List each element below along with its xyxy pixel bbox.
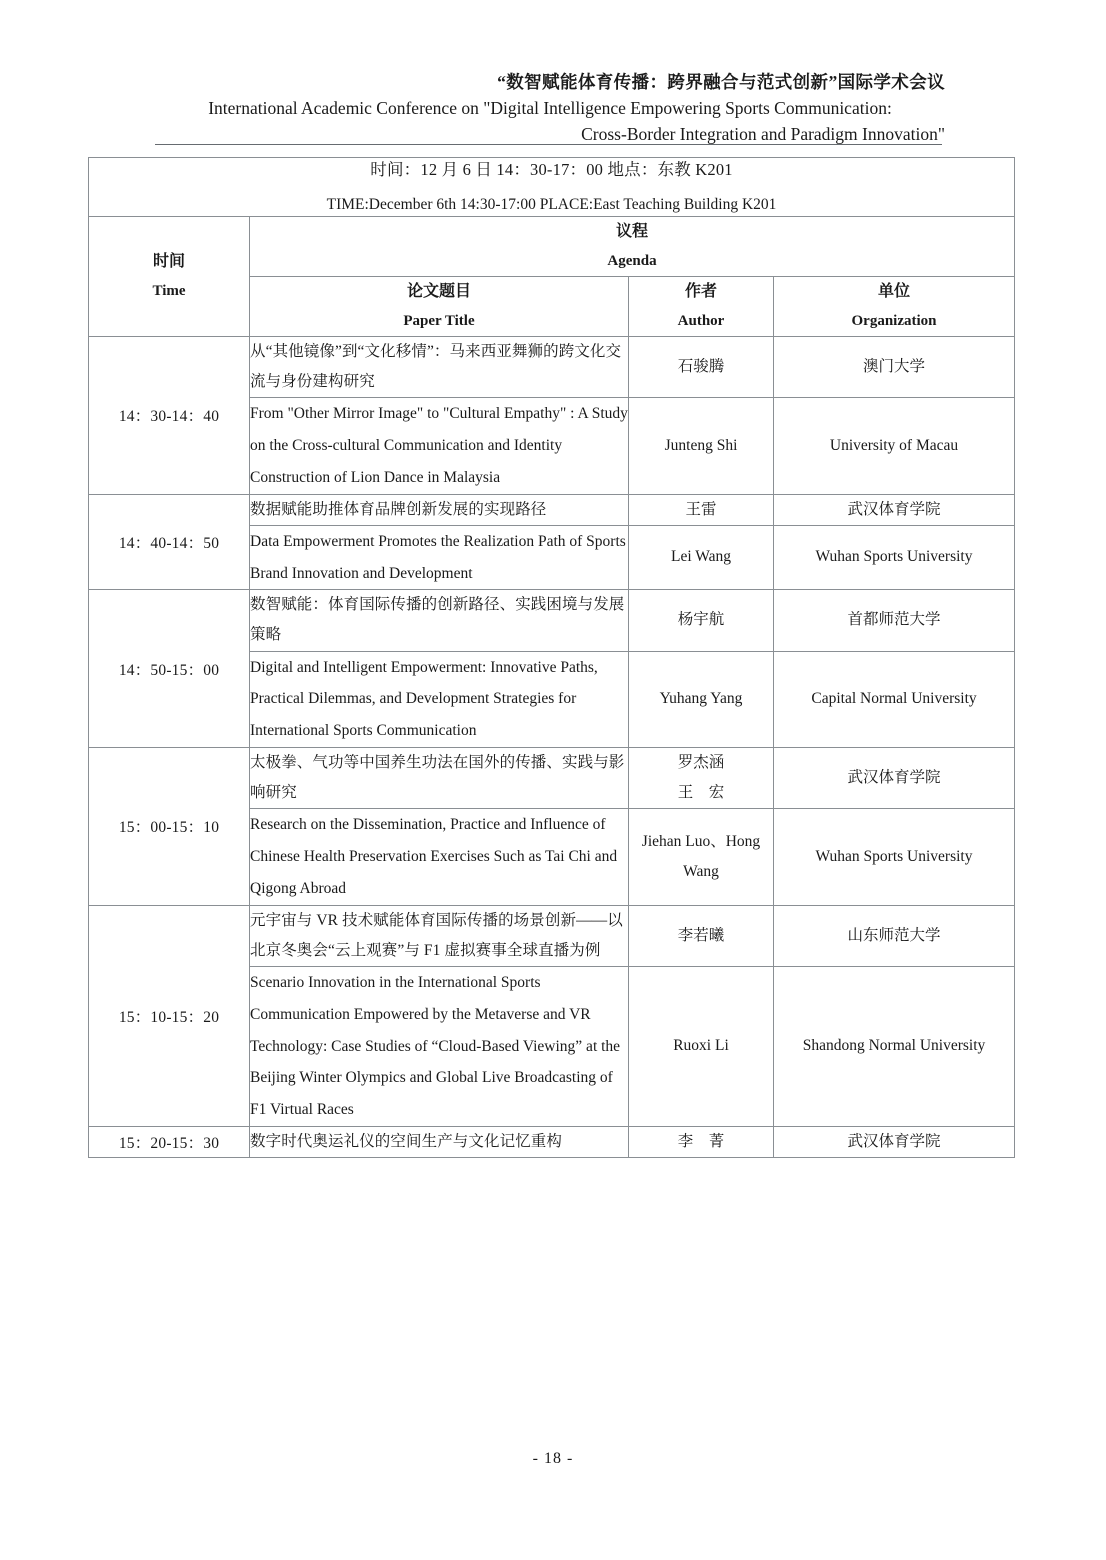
conference-title-english-line1: International Academic Conference on "Digital Intelligence Empowering Sports Communication: [208,98,892,119]
document-header [155,70,945,147]
session-time-slot: 15：10-15：20 [89,905,250,1126]
session-time-place-english: TIME:December 6th 14:30-17:00 PLACE:East Teaching Building K201 [326,195,777,213]
header-divider-rule [155,144,942,145]
column-header-paper-title-en: Paper Title [403,313,475,330]
session-time-slot: 15：00-15：10 [89,748,250,906]
author-english: Yuhang Yang [629,651,774,747]
organization-english: Wuhan Sports University [774,809,1015,905]
column-header-agenda-en: Agenda [607,253,657,270]
table-row [89,1127,1015,1158]
paper-title-english: Research on the Dissemination, Practice and Influence of Chinese Health Preservation Exercises Such as Tai Chi and Qigong Abroad [250,809,629,905]
paper-title-english: Digital and Intelligent Empowerment: Innovative Paths, Practical Dilemmas, and Development Strategies for International Sports Communication [250,651,629,747]
author-chinese [629,748,774,809]
table-row [89,905,1015,966]
column-header-agenda-cn: 议程 [616,223,649,240]
session-time-slot: 14：40-14：50 [89,494,250,590]
session-time-slot: 15：20-15：30 [89,1127,250,1158]
author-english: Ruoxi Li [629,967,774,1127]
organization-english: Capital Normal University [774,651,1015,747]
session-info-row [89,158,1015,217]
column-header-agenda [250,217,1015,277]
organization-chinese: 武汉体育学院 [774,494,1015,525]
paper-title-chinese: 从“其他镜像”到“文化移情”：马来西亚舞狮的跨文化交流与身份建构研究 [250,336,629,397]
table-row [89,590,1015,651]
organization-english: University of Macau [774,398,1015,494]
author-chinese: 王雷 [629,494,774,525]
paper-title-chinese: 数智赋能：体育国际传播的创新路径、实践困境与发展策略 [250,590,629,651]
table-row [89,494,1015,525]
author-chinese: 石骏腾 [629,336,774,397]
author-chinese-line1: 罗杰涵 [677,754,725,771]
column-header-organization [774,276,1015,336]
column-header-author-en: Author [677,313,725,330]
column-header-time-cn: 时间 [152,252,185,270]
organization-chinese: 首都师范大学 [774,590,1015,651]
column-header-time-en: Time [152,283,186,300]
author-chinese-line2: 王 宏 [677,784,725,802]
column-header-organization-en: Organization [851,313,937,330]
session-time-slot: 14：50-15：00 [89,590,250,748]
author-english: Lei Wang [629,525,774,590]
column-header-paper-title-cn: 论文题目 [406,282,471,300]
conference-title-chinese: “数智赋能体育传播：跨界融合与范式创新”国际学术会议 [497,72,945,92]
column-header-author [629,276,774,336]
agenda-table [88,157,1015,1158]
page-number-footer: - 18 - [532,1450,574,1467]
table-header-row-agenda [89,217,1015,277]
table-row [89,336,1015,397]
paper-title-chinese: 数字时代奥运礼仪的空间生产与文化记忆重构 [250,1127,629,1158]
column-header-author-cn: 作者 [684,282,717,300]
author-chinese: 李若曦 [629,905,774,966]
paper-title-chinese: 数据赋能助推体育品牌创新发展的实现路径 [250,494,629,525]
paper-title-english: Scenario Innovation in the International Sports Communication Empowered by the Metaverse and VR Technology: Case Studies of “Cloud-Based Viewing” at the Beijing Winter Olympics and Global Live Broadcasting of F1 Virtual Races [250,967,629,1127]
paper-title-chinese: 太极拳、气功等中国养生功法在国外的传播、实践与影响研究 [250,748,629,809]
author-english: Junteng Shi [629,398,774,494]
organization-english: Shandong Normal University [774,967,1015,1127]
session-time-slot: 14：30-14：40 [89,336,250,494]
paper-title-chinese: 元宇宙与 VR 技术赋能体育国际传播的场景创新——以北京冬奥会“云上观赛”与 F1 虚拟赛事全球直播为例 [250,905,629,966]
column-header-paper-title [250,276,629,336]
organization-chinese: 澳门大学 [774,336,1015,397]
author-chinese: 李 菁 [629,1127,774,1158]
organization-english: Wuhan Sports University [774,525,1015,590]
column-header-time [89,217,250,337]
paper-title-english: Data Empowerment Promotes the Realization Path of Sports Brand Innovation and Development [250,525,629,590]
organization-chinese: 山东师范大学 [774,905,1015,966]
author-english: Jiehan Luo、Hong Wang [629,809,774,905]
organization-chinese: 武汉体育学院 [774,748,1015,809]
conference-title-english-line2: Cross-Border Integration and Paradigm Innovation" [581,123,945,144]
author-chinese: 杨宇航 [629,590,774,651]
session-info-cell [89,158,1015,217]
organization-chinese: 武汉体育学院 [774,1127,1015,1158]
column-header-organization-cn: 单位 [878,282,911,300]
table-row [89,748,1015,809]
session-time-place-chinese: 时间：12 月 6 日 14：30-17：00 地点：东教 K201 [370,160,733,179]
paper-title-english: From "Other Mirror Image" to "Cultural Empathy" : A Study on the Cross-cultural Communication and Identity Construction of Lion Dance in Malaysia [250,398,629,494]
